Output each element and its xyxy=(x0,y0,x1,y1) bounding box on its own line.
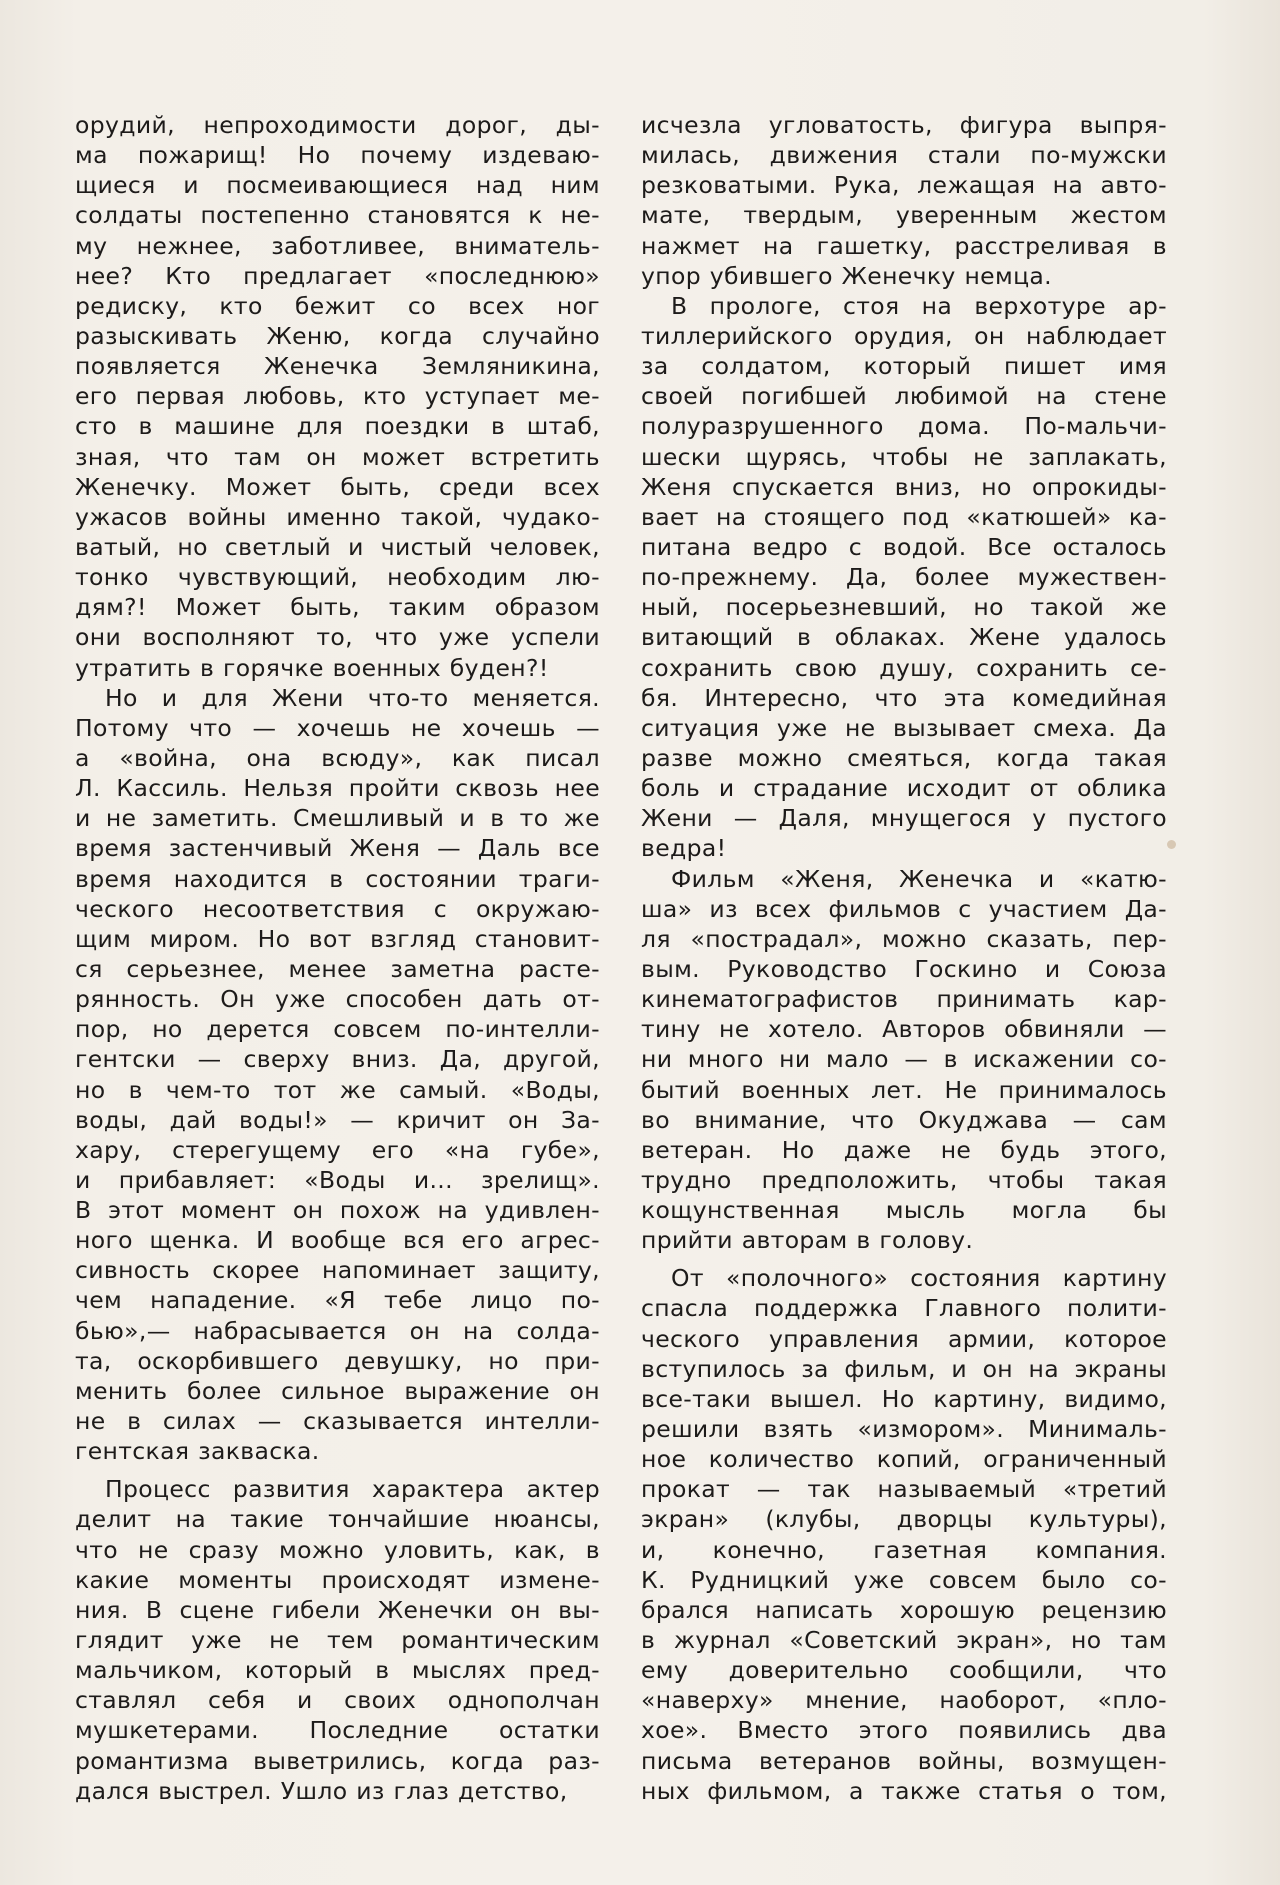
text-line: ситуация уже не вызывает смеха. Да xyxy=(641,713,1167,742)
text-line: зная, что там он может встретить xyxy=(75,442,600,471)
text-line: время находится в состоянии траги- xyxy=(75,864,600,893)
text-line: Л. Кассиль. Нельзя пройти сквозь нее xyxy=(75,774,600,803)
text-line: тиллерийского орудия, он наблюдает xyxy=(641,321,1167,350)
text-line: боль и страдание исходит от облика xyxy=(641,774,1167,803)
text-line: гентская закваска. xyxy=(75,1437,320,1466)
text-line: кощунственная мысль могла бы xyxy=(641,1196,1167,1225)
text-line: щиеся и посмеивающиеся над ним xyxy=(75,171,600,200)
text-line: вступилось за фильм, и он на экраны xyxy=(641,1354,1167,1383)
text-line: рянность. Он уже способен дать от- xyxy=(75,985,600,1014)
text-line: его первая любовь, кто уступает ме- xyxy=(75,382,600,411)
text-line: чем нападение. «Я тебе лицо по- xyxy=(75,1286,600,1315)
text-line: Но и для Жени что-то меняется. xyxy=(105,683,600,712)
text-line: Женя спускается вниз, но опрокиды- xyxy=(641,472,1167,501)
text-line: ческого несоответствия с окружаю- xyxy=(75,894,600,923)
text-line: бытий военных лет. Не принималось xyxy=(641,1075,1167,1104)
text-line: полуразрушенного дома. По-мальчи- xyxy=(641,412,1167,441)
paper-speck xyxy=(1167,840,1176,849)
text-line: щим миром. Но вот взгляд становит- xyxy=(75,924,600,953)
text-line: мушкетерами. Последние остатки xyxy=(75,1716,600,1745)
text-line: глядит уже не тем романтическим xyxy=(75,1626,600,1655)
text-line: ных фильмом, а также статья о том, xyxy=(641,1776,1167,1805)
text-line: в журнал «Советский экран», но там xyxy=(641,1626,1167,1655)
text-line: решили взять «измором». Минималь- xyxy=(641,1415,1167,1444)
text-line: романтизма выветрились, когда раз- xyxy=(75,1746,600,1775)
text-line: прийти авторам в голову. xyxy=(641,1226,974,1255)
text-line: сивность скорее напоминает защиту, xyxy=(75,1256,600,1285)
text-line: тину не хотело. Авторов обвиняли — xyxy=(641,1015,1167,1044)
text-line: делит на такие тончайшие нюансы, xyxy=(75,1505,600,1534)
left-column xyxy=(75,110,600,1806)
text-line: хое». Вместо этого появились два xyxy=(641,1716,1167,1745)
text-line: прокат — так называемый «третий xyxy=(641,1475,1167,1504)
text-line: сохранить свою душу, сохранить се- xyxy=(641,653,1167,682)
text-line: редиску, кто бежит со всех ног xyxy=(75,291,600,320)
text-line: ля «пострадал», можно сказать, пер- xyxy=(641,924,1167,953)
text-line: ческого управления армии, которое xyxy=(641,1324,1167,1353)
text-line: От «полочного» состояния картину xyxy=(671,1264,1167,1293)
text-line: Потому что — хочешь не хочешь — xyxy=(75,713,600,742)
text-line: ша» из всех фильмов с участием Да- xyxy=(641,894,1167,923)
text-line: вым. Руководство Госкино и Союза xyxy=(641,954,1167,983)
text-line: бя. Интересно, что эта комедийная xyxy=(641,683,1167,712)
text-line: ни много ни мало — в искажении со- xyxy=(641,1045,1167,1074)
text-line: пор, но дерется совсем по-интелли- xyxy=(75,1015,600,1044)
text-line: кинематографистов принимать кар- xyxy=(641,985,1167,1014)
text-line: ма пожарищ! Но почему издеваю- xyxy=(75,141,600,170)
text-line: время застенчивый Женя — Даль все xyxy=(75,834,600,863)
text-line: ния. В сцене гибели Женечки он вы- xyxy=(75,1595,600,1624)
text-line: по-прежнему. Да, более мужествен- xyxy=(641,563,1167,592)
text-line: хару, стерегущему его «на губе», xyxy=(75,1135,600,1164)
text-line: а «война, она всюду», как писал xyxy=(75,743,600,772)
text-line: появляется Женечка Земляникина, xyxy=(75,352,600,381)
text-line: спасла поддержка Главного полити- xyxy=(641,1294,1167,1323)
text-line: за солдатом, который пишет имя xyxy=(641,352,1167,381)
text-line: утратить в горячке военных буден?! xyxy=(75,653,549,682)
text-line: Фильм «Женя, Женечка и «катю- xyxy=(671,864,1167,893)
text-line: письма ветеранов войны, возмущен- xyxy=(641,1746,1167,1775)
text-line: менить более сильное выражение он xyxy=(75,1376,600,1405)
text-line: нажмет на гашетку, расстреливая в xyxy=(641,231,1167,260)
text-line: упор убившего Женечку немца. xyxy=(641,261,1052,290)
text-line: резковатыми. Рука, лежащая на авто- xyxy=(641,171,1167,200)
text-line: В этот момент он похож на удивлен- xyxy=(75,1196,600,1225)
text-line: Жени — Даля, мнущегося у пустого xyxy=(641,804,1167,833)
text-line: мальчиком, который в мыслях пред- xyxy=(75,1656,600,1685)
text-line: шески щурясь, чтобы не заплакать, xyxy=(641,442,1167,471)
text-line: солдаты постепенно становятся к не- xyxy=(75,201,600,230)
text-line: ужасов войны именно такой, чудако- xyxy=(75,502,600,531)
text-line: вает на стоящего под «катюшей» ка- xyxy=(641,502,1167,531)
text-line: но в чем-то тот же самый. «Воды, xyxy=(75,1075,600,1104)
text-line: мате, твердым, уверенным жестом xyxy=(641,201,1167,230)
text-line: они восполняют то, что уже успели xyxy=(75,623,600,652)
text-line: Процесс развития характера актер xyxy=(105,1475,600,1504)
text-line: питана ведро с водой. Все осталось xyxy=(641,532,1167,561)
text-line: своей погибшей любимой на стене xyxy=(641,382,1167,411)
text-line: какие моменты происходят измене- xyxy=(75,1565,600,1594)
text-line: дался выстрел. Ушло из глаз детство, xyxy=(75,1776,568,1805)
text-line: милась, движения стали по-мужски xyxy=(641,141,1167,170)
text-line: разве можно смеяться, когда такая xyxy=(641,743,1167,772)
text-line: му нежнее, заботливее, вниматель- xyxy=(75,231,600,260)
text-line: не в силах — сказывается интелли- xyxy=(75,1407,600,1436)
text-line: дям?! Может быть, таким образом xyxy=(75,593,600,622)
text-line: ему доверительно сообщили, что xyxy=(641,1656,1167,1685)
text-line: исчезла угловатость, фигура выпря- xyxy=(641,111,1167,139)
text-line: орудий, непроходимости дорог, ды- xyxy=(75,111,600,139)
right-column xyxy=(641,110,1167,1806)
text-line: воды, дай воды!» — кричит он За- xyxy=(75,1105,600,1134)
text-line: во внимание, что Окуджава — сам xyxy=(641,1105,1167,1134)
text-line: все-таки вышел. Но картину, видимо, xyxy=(641,1384,1167,1413)
text-line: ное количество копий, ограниченный xyxy=(641,1445,1167,1474)
text-line: тонко чувствующий, необходим лю- xyxy=(75,563,600,592)
text-line: и не заметить. Смешливый и в то же xyxy=(75,804,600,833)
text-line: трудно предположить, чтобы такая xyxy=(641,1165,1167,1194)
text-line: «наверху» мнение, наоборот, «пло- xyxy=(641,1686,1167,1715)
text-line: ветеран. Но даже не будь этого, xyxy=(641,1135,1167,1164)
text-line: витающий в облаках. Жене удалось xyxy=(641,623,1167,652)
text-line: та, оскорбившего девушку, но при- xyxy=(75,1346,600,1375)
text-line: К. Рудницкий уже совсем было со- xyxy=(641,1565,1167,1594)
text-line: экран» (клубы, дворцы культуры), xyxy=(641,1505,1167,1534)
text-line: ного щенка. И вообще вся его агрес- xyxy=(75,1226,600,1255)
text-line: брался написать хорошую рецензию xyxy=(641,1595,1167,1624)
text-line: ватый, но светлый и чистый человек, xyxy=(75,532,600,561)
text-line: ставлял себя и своих однополчан xyxy=(75,1686,600,1715)
text-line: и, конечно, газетная компания. xyxy=(641,1535,1167,1564)
text-line: ведра! xyxy=(641,834,727,863)
text-line: сто в машине для поездки в штаб, xyxy=(75,412,600,441)
text-line: В прологе, стоя на верхотуре ар- xyxy=(671,291,1167,320)
text-line: разыскивать Женю, когда случайно xyxy=(75,321,600,350)
text-line: бью»,— набрасывается он на солда- xyxy=(75,1316,600,1345)
text-line: и прибавляет: «Воды и... зрелищ». xyxy=(75,1165,600,1194)
text-line: Женечку. Может быть, среди всех xyxy=(75,472,600,501)
text-line: нее? Кто предлагает «последнюю» xyxy=(75,261,600,290)
text-line: ный, посерьезневший, но такой же xyxy=(641,593,1167,622)
text-line: гентски — сверху вниз. Да, другой, xyxy=(75,1045,600,1074)
text-line: что не сразу можно уловить, как, в xyxy=(75,1535,600,1564)
text-line: ся серьезнее, менее заметна расте- xyxy=(75,954,600,983)
